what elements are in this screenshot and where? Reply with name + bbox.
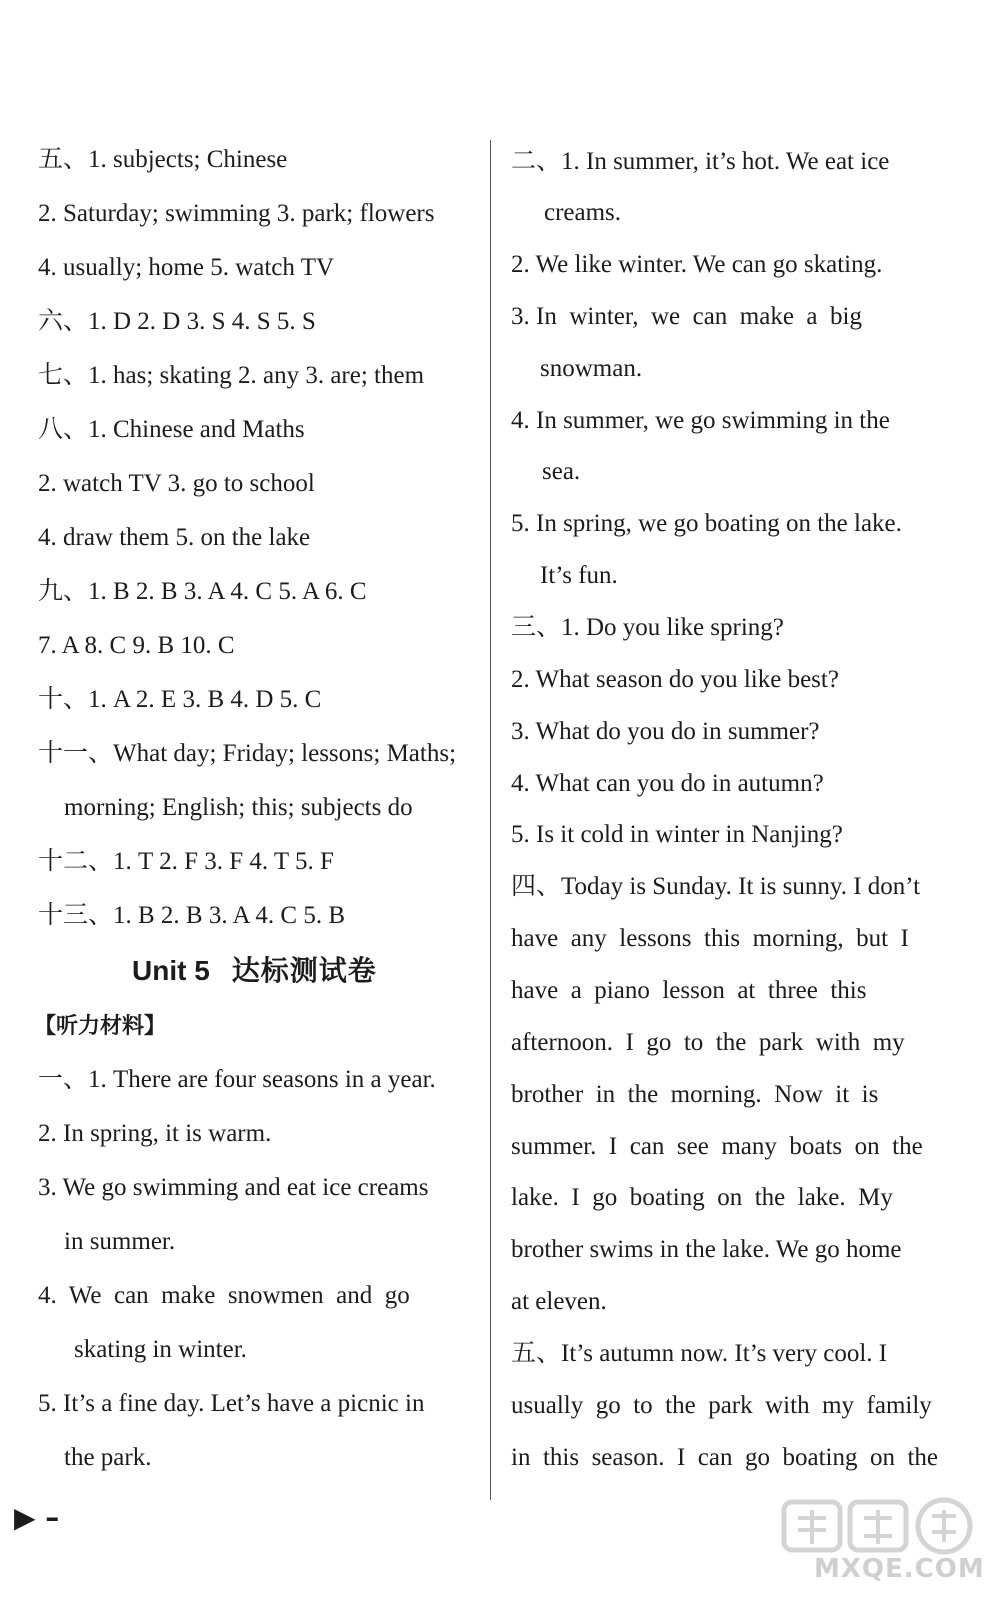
answer-line: 4. What can you do in autumn? <box>511 770 824 797</box>
answer-line: 八、1. Chinese and Maths <box>38 416 305 443</box>
answer-line: 十三、1. B 2. B 3. A 4. C 5. B <box>38 902 345 929</box>
answer-line: 2. What season do you like best? <box>511 666 839 693</box>
answer-line: at eleven. <box>511 1288 607 1315</box>
answer-line: lake. I go boating on the lake. My <box>511 1184 893 1211</box>
answer-line: brother in the morning. Now it is <box>511 1081 879 1108</box>
watermark <box>774 1496 984 1596</box>
answer-line: 4. We can make snowmen and go <box>38 1282 410 1309</box>
answer-line: 九、1. B 2. B 3. A 4. C 5. A 6. C <box>38 578 367 605</box>
unit-subtitle: 达标测试卷 <box>231 955 377 986</box>
answer-line: 二、1. In summer, it’s hot. We eat ice <box>511 148 890 175</box>
answer-line: sea. <box>542 458 581 485</box>
section-label: 【听力材料】 <box>34 1014 167 1039</box>
answer-line: 五、1. subjects; Chinese <box>38 146 288 173</box>
answer-line: 四、Today is Sunday. It is sunny. I don’t <box>511 873 921 900</box>
answer-line: creams. <box>544 199 622 226</box>
answer-line: afternoon. I go to the park with my <box>511 1029 905 1056</box>
answer-line: have any lessons this morning, but I <box>511 925 909 952</box>
answer-line: 4. draw them 5. on the lake <box>38 524 311 551</box>
answer-line: It’s fun. <box>540 562 618 589</box>
answer-line: 3. We go swimming and eat ice creams <box>38 1174 429 1201</box>
answer-line: 三、1. Do you like spring? <box>511 614 784 641</box>
answer-line: 7. A 8. C 9. B 10. C <box>38 632 235 659</box>
answer-line: usually go to the park with my family <box>511 1392 932 1419</box>
answer-line: have a piano lesson at three this <box>511 977 867 1004</box>
answer-line: 十二、1. T 2. F 3. F 4. T 5. F <box>38 848 334 875</box>
answer-line: in summer. <box>64 1228 176 1255</box>
page-marker: ▶ – <box>14 1501 60 1534</box>
answer-line: summer. I can see many boats on the <box>511 1133 923 1160</box>
answer-line: 4. usually; home 5. watch TV <box>38 254 335 281</box>
answer-line: 5. In spring, we go boating on the lake. <box>511 510 902 537</box>
answer-line: 4. In summer, we go swimming in the <box>511 407 890 434</box>
answer-line: 3. What do you do in summer? <box>511 718 820 745</box>
unit-title: Unit 5 <box>132 955 210 986</box>
answer-line: 六、1. D 2. D 3. S 4. S 5. S <box>38 308 316 335</box>
answer-stamp-logo-icon <box>774 1496 984 1556</box>
answer-line: 十、1. A 2. E 3. B 4. D 5. C <box>38 686 322 713</box>
answer-line: 2. watch TV 3. go to school <box>38 470 315 497</box>
answer-line: 2. In spring, it is warm. <box>38 1120 272 1147</box>
column-divider <box>490 140 491 1500</box>
answer-line: 5. It’s a fine day. Let’s have a picnic in <box>38 1390 425 1417</box>
answer-line: the park. <box>64 1444 152 1471</box>
answer-line: 2. Saturday; swimming 3. park; flowers <box>38 200 435 227</box>
watermark-text: MXQE.COM <box>814 1554 985 1584</box>
answer-line: in this season. I can go boating on the <box>511 1444 939 1471</box>
unit-heading <box>132 955 377 987</box>
answer-line: 一、1. There are four seasons in a year. <box>38 1066 436 1093</box>
answer-line: 2. We like winter. We can go skating. <box>511 251 883 278</box>
answer-line: 七、1. has; skating 2. any 3. are; them <box>38 362 425 389</box>
answer-line: 五、It’s autumn now. It’s very cool. I <box>511 1340 888 1367</box>
answer-line: 3. In winter, we can make a big <box>511 303 862 330</box>
answer-line: skating in winter. <box>74 1336 247 1363</box>
answer-line: brother swims in the lake. We go home <box>511 1236 902 1263</box>
answer-line: 十一、What day; Friday; lessons; Maths; <box>38 740 457 767</box>
answer-line: morning; English; this; subjects do <box>64 794 413 821</box>
answer-line: snowman. <box>540 355 643 382</box>
answer-line: 5. Is it cold in winter in Nanjing? <box>511 821 843 848</box>
